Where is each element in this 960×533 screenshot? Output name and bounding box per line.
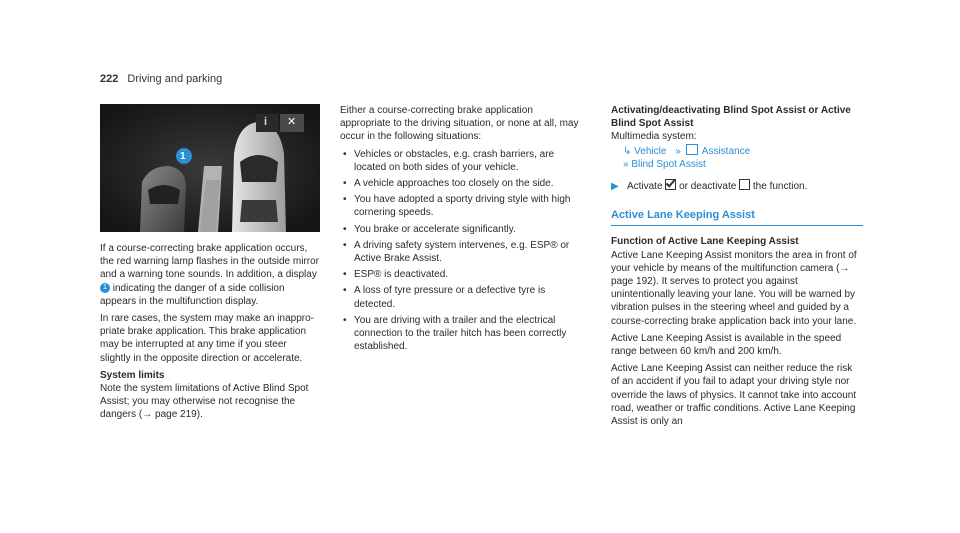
list-item: • You brake or accelerate significantly. [340,223,585,236]
system-limits-text: Note the system limitations of Active Blind Spot Assist; you may otherwise not recognise the dangers (→ page 219). [100,383,309,421]
multimedia-label: Multimedia system: [611,131,697,143]
menu-path-line-2 [623,158,863,171]
own-car-icon [232,122,286,232]
system-limits-heading: System limits [100,369,165,381]
menu-path-blind-spot-assist[interactable]: Blind Spot Assist [631,158,706,170]
callout-badge: 1 [100,283,110,293]
callout-number: 1 [180,151,186,162]
column-2 [340,104,585,356]
left-car-icon [140,166,186,232]
menu-path-assistance[interactable]: Assistance [701,145,751,157]
paragraph-inappropriate-brake: In rare cases, the system may make an inappropriate brake application. This brake application may be interrupted at any time if you steer slightly in the opposite direction or accelerate. [100,313,314,364]
info-icon[interactable]: i [264,116,268,128]
double-chevron-icon: » [623,158,629,170]
column-3 [611,104,863,432]
blind-spot-display-image [100,104,320,232]
list-item: • A loss of tyre pressure or a defective tyre is detected. [340,284,585,310]
double-chevron-icon: » [675,145,681,157]
function-paragraph-2: Active Lane Keeping Assist is available in the speed range between 60 km/h and 200 km/h. [611,332,842,358]
situations-list [340,148,585,354]
function-paragraph-3: Active Lane Keeping Assist can neither reduce the risk of an accident if you fail to adapt your driving style nor override the laws of physics. It cannot take into account road, weather or traffic conditions. Active Lane Keeping Assist is only an [611,363,857,428]
list-item: • You have adopted a sporty driving style with high cornering speeds. [340,193,585,219]
list-item: • You are driving with a trailer and the electrical connection to the trailer hitch has been correctly established. [340,314,585,354]
chapter-title: Driving and parking [127,73,223,85]
column-1 [100,104,320,426]
list-item: • A driving safety system intervenes, e.g. ESP® or Active Brake Assist. [340,239,585,265]
action-arrow-icon: ▶ [611,181,619,193]
menu-path-line-1 [623,144,863,158]
page-number: 222 [100,73,119,85]
section-heading: Active Lane Keeping Assist [611,209,863,226]
assistance-icon [686,144,698,155]
page-header [100,73,222,85]
menu-path-vehicle[interactable]: Vehicle [634,145,667,157]
hook-icon: ↳ [623,145,632,157]
checkbox-checked-icon [665,179,676,190]
function-paragraph-1: Active Lane Keeping Assist monitors the area in front of your vehicle by means of the multifunction camera (→ page 192). It serves to protect you against unintentionally leaving your lane. You will be warned by vibration pulses in the steering wheel and guided by a course-correcting brake application back into your lane. [611,249,857,327]
list-item: • ESP® is deactivated. [340,268,585,281]
activation-heading: Activating/deactivating Blind Spot Assist or Active Blind Spot Assist [611,105,851,130]
paragraph-brake-warning: If a course-correcting brake application occurs, the red warning lamp flashes in the outside mirror and a warning tone sounds. In addition, a display 1 indicating the danger of a side collision appears in the multifunction display. [100,243,319,307]
list-item: • A vehicle approaches too closely on the side. [340,177,585,190]
checkbox-empty-icon [739,179,750,190]
situations-intro: Either a course-correcting brake application appropriate to the driving situation, or none at all, may occur in the following situations: [340,105,579,143]
list-item: • Vehicles or obstacles, e.g. crash barriers, are located on both sides of your vehicle. [340,148,585,174]
close-icon[interactable]: ✕ [287,116,297,128]
function-heading: Function of Active Lane Keeping Assist [611,236,799,248]
activate-instruction: ▶ Activate or deactivate the function. [611,181,808,193]
